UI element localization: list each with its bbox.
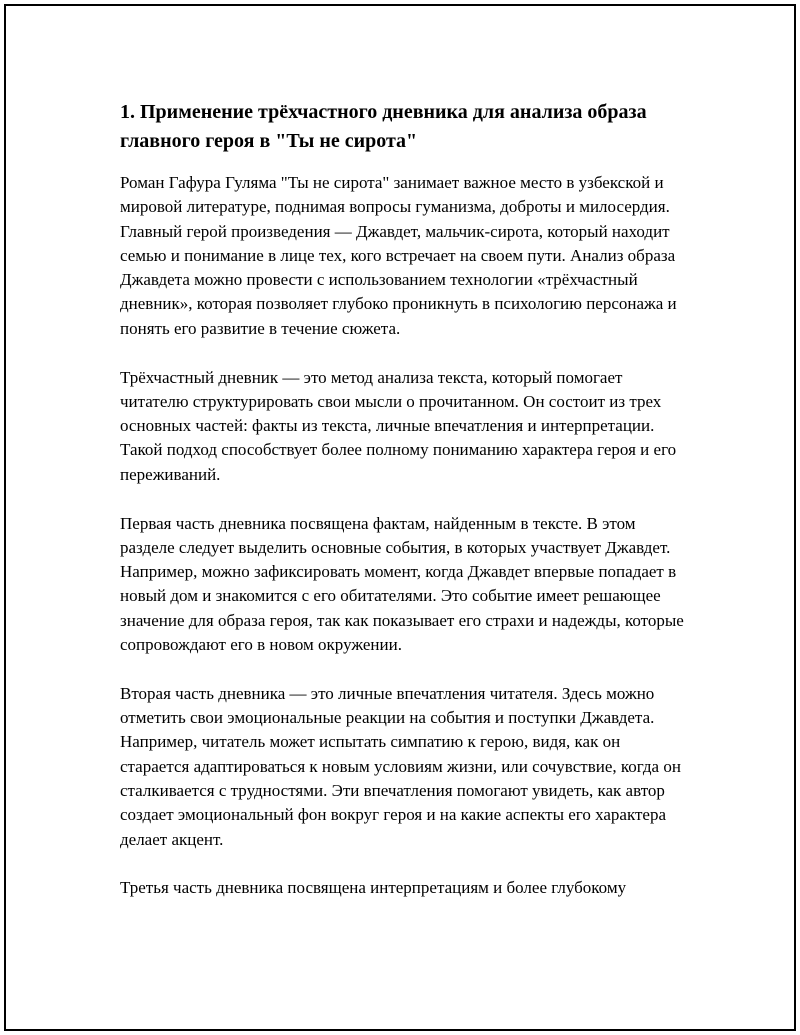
document-content <box>120 98 690 925</box>
document-title: 1. Применение трёхчастного дневника для анализа образа главного героя в "Ты не сирота" <box>120 101 647 152</box>
paragraph-3: Первая часть дневника посвящена фактам, найденным в тексте. В этом разделе следует выделить основные события, в которых участвует Джавдет. Например, можно зафиксировать момент, когда Джавдет впервые попадает в новый дом и знакомится с его обитателями. Это событие имеет решающее значение для образа героя, так как показывает его страхи и надежды, которые сопровождают его в новом окружении. <box>120 513 684 655</box>
paragraph-5: Третья часть дневника посвящена интерпретациям и более глубокому <box>120 878 627 898</box>
paragraph-4: Вторая часть дневника — это личные впечатления читателя. Здесь можно отметить свои эмоциональные реакции на события и поступки Джавдета. Например, читатель может испытать симпатию к герою, видя, как он старается адаптироваться к новым условиям жизни, или сочувствие, когда он сталкивается с трудностями. Эти впечатления помогают увидеть, как автор создает эмоциональный фон вокруг героя и на какие аспекты его характера делает акцент. <box>120 683 681 849</box>
paragraph-1: Роман Гафура Гуляма "Ты не сирота" занимает важное место в узбекской и мировой литературе, поднимая вопросы гуманизма, доброты и милосердия. Главный герой произведения — Джавдет, мальчик-сирота, который находит семью и понимание в лице тех, кого встречает на своем пути. Анализ образа Джавдета можно провести с использованием технологии «трёхчастный дневник», которая позволяет глубоко проникнуть в психологию персонажа и понять его развитие в течение сюжета. <box>120 173 677 338</box>
document-page <box>4 4 796 1031</box>
paragraph-2: Трёхчастный дневник — это метод анализа текста, который помогает читателю структурировать свои мысли о прочитанном. Он состоит из трех основных частей: факты из текста, личные впечатления и интерпретации. Такой подход способствует более полному пониманию характера героя и его переживаний. <box>120 367 677 484</box>
